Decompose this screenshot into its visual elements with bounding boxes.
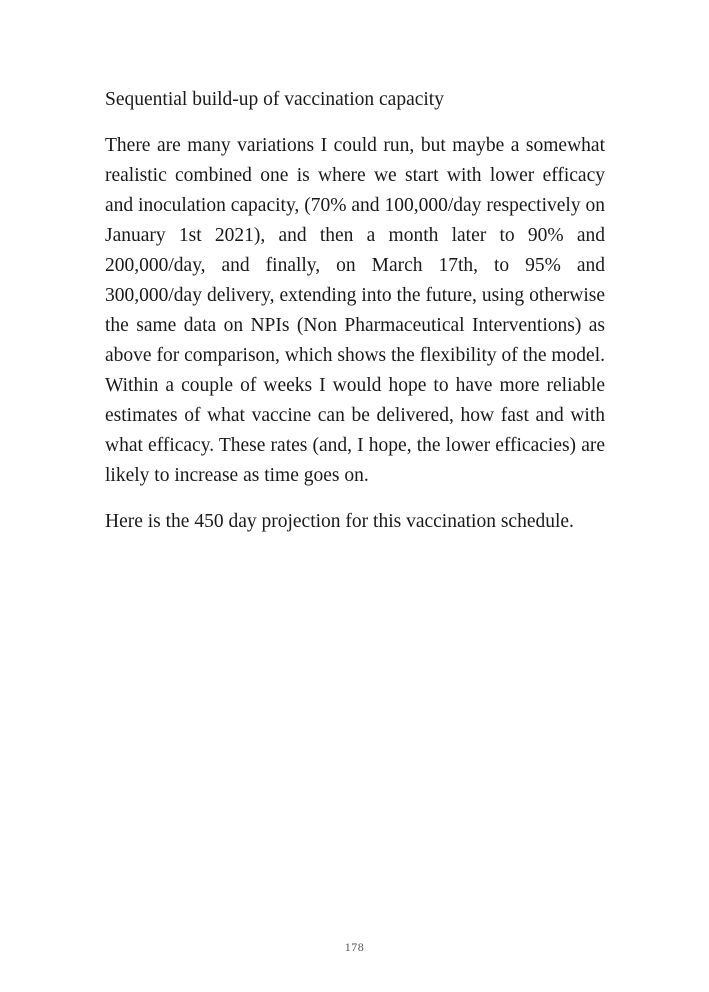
section-heading: Sequential build-up of vaccination capacity [105,89,444,110]
page-number: 178 [344,940,365,954]
page-footer [0,938,709,956]
body-paragraph: There are many variations I could run, but maybe a somewhat realistic combined one is where we start with lower efficacy and inoculation capacity, (70% and 100,000/day respectively on January 1st 2021), and then a month later to 90% and 200,000/day, and finally, on March 17th, to 95% and 300,000/day delivery, extending into the future, using otherwise the same data on NPIs (Non Pharmaceutical Interventions) as above for comparison, which shows the flexibility of the model. Within a couple of weeks I would hope to have more reliable estimates of what vaccine can be delivered, how fast and with what efficacy. These rates (and, I hope, the lower efficacies) are likely to increase as time goes on. [105,135,605,486]
body-paragraph: Here is the 450 day projection for this vaccination schedule. [105,511,574,532]
page-content [105,85,605,553]
